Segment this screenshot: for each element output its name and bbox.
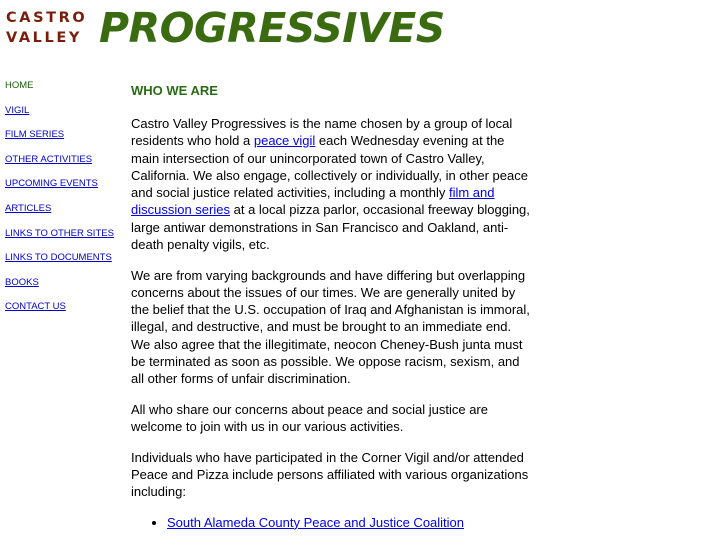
sidebar-nav xyxy=(5,80,125,326)
nav-books[interactable]: BOOKS xyxy=(5,276,39,288)
nav-other-activities[interactable]: OTHER ACTIVITIES xyxy=(5,153,93,165)
main-content xyxy=(131,82,531,531)
nav-home[interactable]: HOME xyxy=(5,80,34,91)
org-link-sacpjc[interactable]: South Alameda County Peace and Justice Coalition xyxy=(167,514,465,530)
nav-upcoming-events[interactable]: UPCOMING EVENTS xyxy=(5,178,98,190)
intro-text-a: Castro Valley Progressives is the name chosen by a group of local residents who hold a xyxy=(131,116,513,149)
film-series-link[interactable]: film and discussion series xyxy=(131,185,495,218)
nav-film-series[interactable]: FILM SERIES xyxy=(5,129,65,141)
nav-links-to-other-sites[interactable]: LINKS TO OTHER SITES xyxy=(5,227,114,239)
page-heading: WHO WE ARE xyxy=(131,83,218,98)
nav-vigil[interactable]: VIGIL xyxy=(5,104,30,116)
list-item xyxy=(167,514,531,531)
organizations-list xyxy=(131,514,531,531)
affiliations-paragraph: Individuals who have participated in the Corner Vigil and/or attended Peace and Pizza include persons affiliated with various organizations including: xyxy=(131,449,529,500)
logo-progressives-text: PROGRESSIVES xyxy=(99,4,445,52)
beliefs-paragraph: We are from varying backgrounds and have differing but overlapping concerns about the issues of our times. We are generally united by the belief that the U.S. occupation of Iraq and Afghanistan is immoral, illegal, and destructive, and must be brought to an immediate end. We also agree that the illegitimate, neocon Cheney-Bush junta must be terminated as soon as possible. We oppose racism, sexism, and all other forms of unfair discrimination. xyxy=(131,267,530,387)
peace-vigil-link[interactable]: peace vigil xyxy=(253,133,316,149)
intro-paragraph xyxy=(131,115,531,253)
welcome-paragraph: All who share our concerns about peace and social justice are welcome to join with us in our various activities. xyxy=(131,401,488,435)
logo-castro-text: CASTRO xyxy=(6,10,88,26)
intro-text-c: at a local pizza parlor, occasional freeway blogging, large antiwar demonstrations in San Francisco and Oakland, anti-death penalty vigils, etc. xyxy=(131,202,530,253)
nav-links-to-documents[interactable]: LINKS TO DOCUMENTS xyxy=(5,252,112,264)
nav-articles[interactable]: ARTICLES xyxy=(5,202,52,214)
intro-text-b: each Wednesday evening at the main intersection of our unincorporated town of Castro Valley, California. We also engage, collectively or individually, in other peace and social justice related activities, including a monthly xyxy=(131,133,528,201)
nav-contact-us[interactable]: CONTACT US xyxy=(5,301,66,313)
logo-valley-text: VALLEY xyxy=(6,30,82,46)
